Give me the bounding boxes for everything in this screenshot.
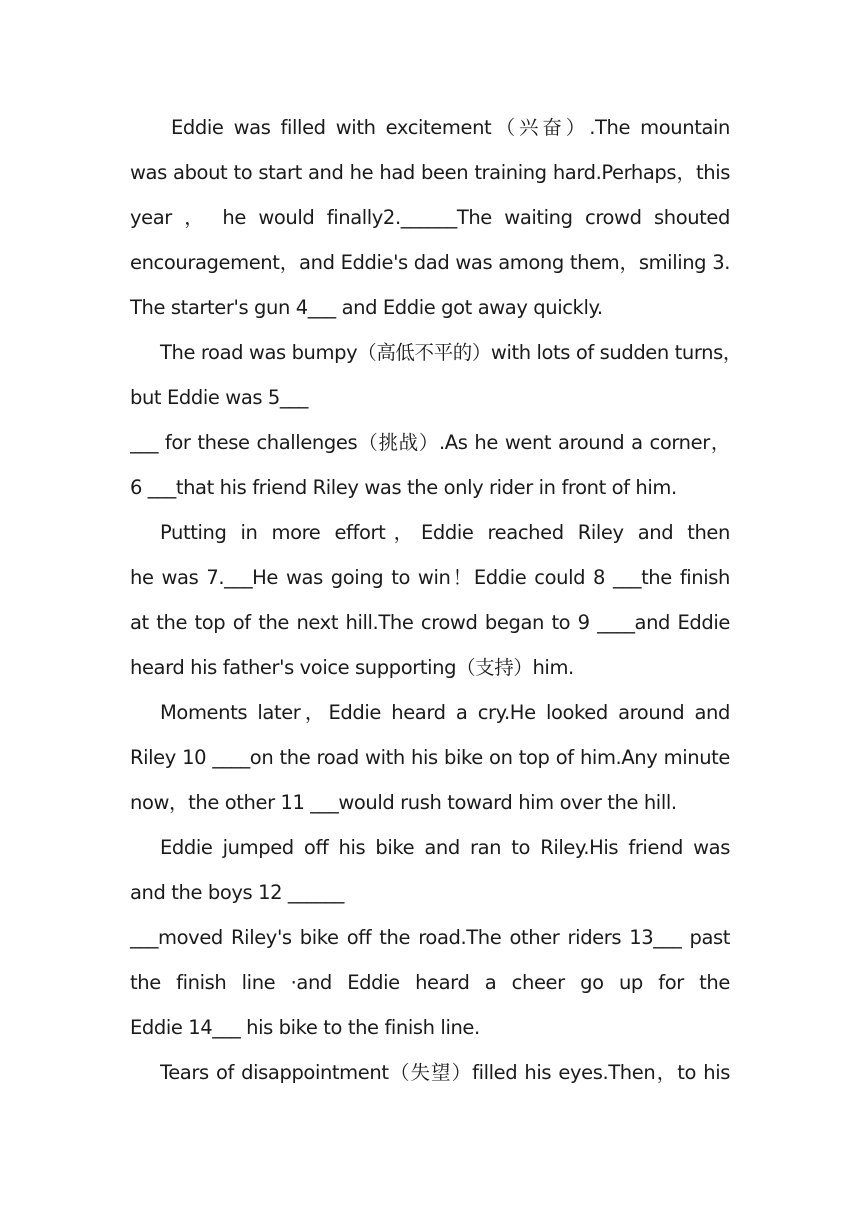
- paragraph-5-line-3: ___moved Riley's bike off the road.The other riders 13___ past: [130, 926, 730, 949]
- paragraph-5-line-1: Eddie jumped off his bike and ran to Riley.His friend was: [160, 836, 730, 859]
- paragraph-5-line-2: and the boys 12 ______: [130, 881, 345, 904]
- paragraph-3-line-1: Putting in more effort，Eddie reached Riley and then: [160, 521, 730, 544]
- paragraph-1-line-5: The starter's gun 4___ and Eddie got away quickly.: [130, 296, 603, 319]
- paragraph-3-line-4: heard his father's voice supporting（支持）him.: [130, 656, 574, 679]
- paragraph-1-line-2: was about to start and he had been training hard.Perhaps，this: [130, 161, 730, 184]
- paragraph-2-line-1: The road was bumpy（高低不平的）with lots of sudden turns，: [160, 341, 742, 364]
- paragraph-3-line-3: at the top of the next hill.The crowd began to 9 ____and Eddie: [130, 611, 730, 634]
- paragraph-4-line-2: Riley 10 ____on the road with his bike on top of him.Any minute: [130, 746, 730, 769]
- paragraph-4-line-1: Moments later，Eddie heard a cry.He looked around and: [160, 701, 730, 724]
- paragraph-4-line-3: now，the other 11 ___would rush toward him over the hill.: [130, 791, 677, 814]
- paragraph-1-line-1: Eddie was filled with excitement（兴奋）.The mountain: [171, 116, 730, 139]
- paragraph-5-line-5: Eddie 14___ his bike to the finish line.: [130, 1016, 480, 1039]
- paragraph-5-line-4: the finish line ·and Eddie heard a cheer go up for the: [130, 971, 730, 994]
- paragraph-1-line-4: encouragement，and Eddie's dad was among them，smiling 3.: [130, 251, 730, 274]
- paragraph-3-line-2: he was 7.___He was going to win！Eddie could 8 ___the finish: [130, 566, 730, 589]
- paragraph-2-line-3: ___ for these challenges（挑战）.As he went around a corner，: [130, 431, 730, 454]
- paragraph-1-line-3: year ， he would finally2.______The waiting crowd shouted: [130, 206, 730, 229]
- paragraph-2-line-4: 6 ___that his friend Riley was the only rider in front of him.: [130, 476, 677, 499]
- paragraph-2-line-2: but Eddie was 5___: [130, 386, 308, 409]
- paragraph-6-line-1: Tears of disappointment（失望）filled his eyes.Then，to his: [160, 1061, 730, 1084]
